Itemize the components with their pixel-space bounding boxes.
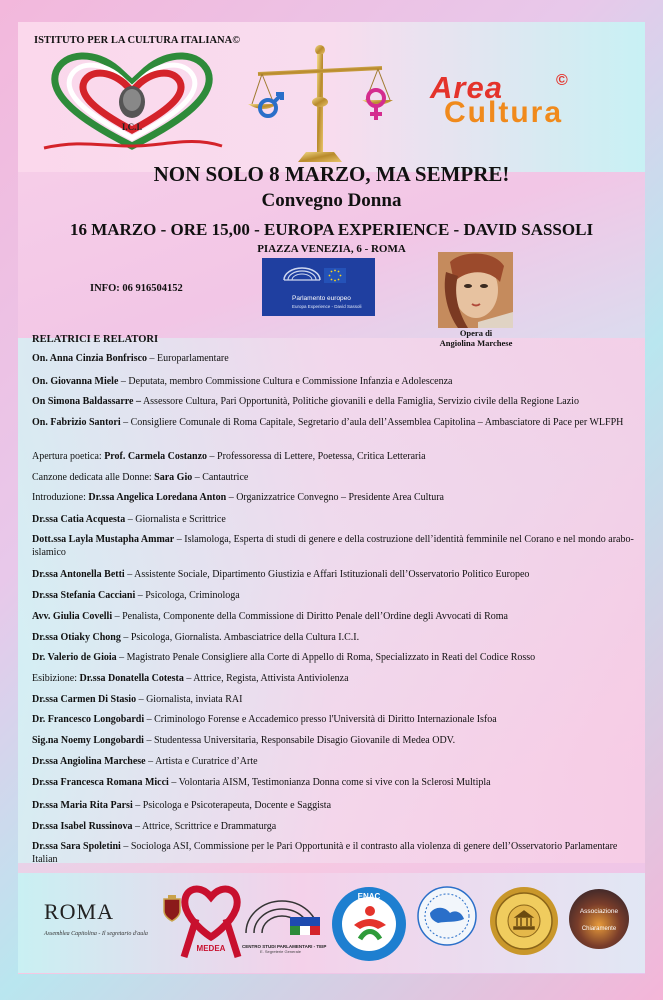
speaker-item: Dr.ssa Maria Rita Parsi – Psicologa e Psicoterapeuta, Docente e Saggista [32,800,332,811]
centro-studi-line1: CENTRO STUDI PARLAMENTARI - TEIP [242,944,327,949]
area-logo-word2: Cultura [444,96,563,129]
speaker-item: Dr.ssa Otiaky Chong – Psicologa, Giornalista. Ambasciatrice della Cultura I.C.I. [32,632,360,643]
associazione-chiaramente-logo [569,889,629,949]
artwork-painting [438,252,513,328]
assoc-logo-word: Associazione [579,908,619,915]
parliament-hemicycle-icon [242,893,322,939]
speaker-item: Introduzione: Dr.ssa Angelica Loredana Anton – Organizzatrice Convegno – Presidente Area Cultura [32,492,444,503]
ici-initials: I.C.I. [121,122,143,132]
ici-heart-logo [40,50,225,152]
speaker-item: Dr.ssa Isabel Russinova – Attrice, Scrittrice e Drammaturga [32,821,277,832]
ep-logo-name: Parlamento europeo [292,295,351,302]
speaker-item: Dr.ssa Sara Spoletini – Sociologa ASI, Commissione per le Pari Opportunità e il contrasto alla violenza di genere dell’Osservatorio Parlamentare Italian [32,841,618,865]
artwork-caption-artist: Angiolina Marchese [439,338,513,348]
scales-of-justice-icon [248,42,393,164]
artwork-caption [420,328,532,348]
event-date-venue: 16 MARZO - ORE 15,00 - EUROPA EXPERIENCE - DAVID SASSOLI [69,220,594,239]
mediterranean-globe-logo [416,885,478,947]
speaker-item: Dr.ssa Antonella Betti – Assistente Sociale, Dipartimento Giustizia e Affari Istituzionali dell’Osservatorio Politico Europeo [32,569,530,580]
speakers-heading: RELATRICI E RELATORI [32,334,159,345]
artwork-caption-line1: Opera di [459,328,493,338]
speaker-item: On. Fabrizio Santori – Consigliere Comunale di Roma Capitale, Segretario d’aula dell’Assemblea Capitolina – Ambasciatore di Pace per WLFPH [32,417,624,428]
gold-seal-logo [488,885,560,957]
area-logo-word1: Area [430,70,503,105]
speaker-item: Sig.na Noemy Longobardi – Studentessa Universitaria, Responsabile Disagio Giovanile di Medea ODV. [32,735,456,746]
enac-logo-text: ENAC [357,892,381,901]
event-address: PIAZZA VENEZIA, 6 - ROMA [257,243,406,255]
info-phone: INFO: 06 916504152 [90,283,183,294]
medea-logo-text: MEDEA [196,944,226,953]
enac-logo [330,885,408,963]
speaker-item: Esibizione: Dr.ssa Donatella Cotesta – Attrice, Regista, Attivista Antiviolenza [32,673,349,684]
speaker-item: On. Giovanna Miele – Deputata, membro Commissione Cultura e Commissione Infanzia e Adolescenza [32,376,453,387]
speaker-item: Dr.ssa Stefania Cacciani – Psicologa, Criminologa [32,590,240,601]
ep-logo-sub: Europa Experience - David Sassoli [292,304,362,309]
assoc-logo-name: Chiaramente [581,926,617,932]
roma-logo-sub: Assemblea Capitolina - Il segretario d'aula [44,931,148,937]
medea-logo [178,885,244,965]
speaker-item: Dr.ssa Catia Acquesta – Giornalista e Scrittrice [32,514,226,525]
speaker-item: On Simona Baldassarre – Assessore Cultura, Pari Opportunità, Politiche giovanili e della Famiglia, Servizio civile della Regione Lazio [32,396,579,407]
sponsor-logos-row [18,875,645,971]
speaker-item: Dr. Francesco Longobardi – Criminologo Forense e Accademico presso l'Università di Diritto Internazionale Isfoa [32,714,497,725]
institute-name: ISTITUTO PER LA CULTURA ITALIANA© [34,35,241,46]
european-parliament-logo [262,258,375,316]
speaker-item: Dr. Valerio de Gioia – Magistrato Penale Consigliere alla Corte di Appello di Roma, Specializzato in Reati del Codice Rosso [32,652,536,663]
speaker-item: Canzone dedicata alle Donne: Sara Gio – Cantautrice [32,472,249,483]
event-subtitle: Convegno Donna [261,190,402,211]
speaker-item: Dr.ssa Carmen Di Stasio – Giornalista, inviata RAI [32,694,243,705]
speaker-item: Avv. Giulia Covelli – Penalista, Componente della Commissione di Diritto Penale dell’Ordine degli Avvocati di Roma [32,611,508,622]
speaker-item: Dr.ssa Angiolina Marchese – Artista e Curatrice d’Arte [32,756,258,767]
area-logo-copyright: © [556,72,568,89]
speaker-item: Dr.ssa Francesca Romana Micci – Volontaria AISM, Testimonianza Donna come si vive con la Sclerosi Multipla [32,777,491,788]
speaker-item: Dott.ssa Layla Mustapha Ammar – Islamologa, Esperta di studi di genere e della costruzione dell’identità femminile nel Corano e nel mondo arabo-islamico [32,534,634,558]
roma-assemblea-logo [44,899,174,937]
female-symbol-icon [368,90,384,120]
centro-studi-line2: E. Segreterie Generale [260,949,301,954]
speaker-item: On. Anna Cinzia Bonfrisco – Europarlamentare [32,353,229,364]
roma-logo-word: ROMA [44,899,115,924]
event-title: NON SOLO 8 MARZO, MA SEMPRE! [153,162,510,186]
speaker-item: Apertura poetica: Prof. Carmela Costanzo – Professoressa di Lettere, Poetessa, Critica Letteraria [32,451,426,462]
